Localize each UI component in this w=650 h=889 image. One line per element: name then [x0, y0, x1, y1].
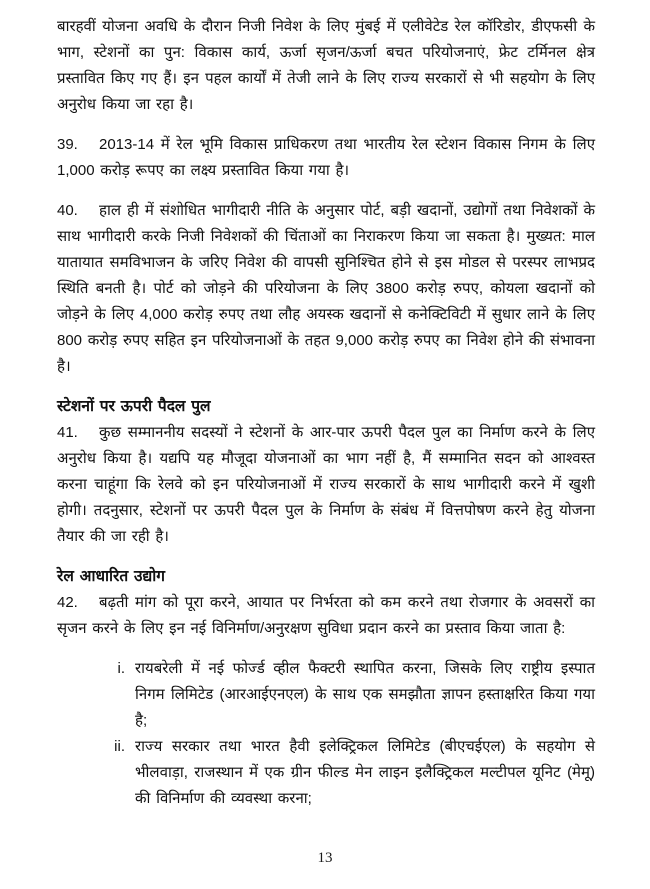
paragraph-text: बारहवीं योजना अवधि के दौरान निजी निवेश के लिए मुंबई में एलीवेटेड रेल कॉरिडोर, डीएफसी के भाग, स्टेशनों का पुन: विकास कार्य, ऊर्जा सृजन/ऊर्जा बचत परियोजनाएं, फ्रेट टर्मिनल क्षेत्र प्रस्तावित किए गए हैं। इन पहल कार्यों में तेजी लाने के लिए राज्य सरकारों से भी सहयोग के लिए अनुरोध किया जा रहा है।: [57, 18, 595, 113]
list-item-text: राज्य सरकार तथा भारत हैवी इलेक्ट्रिकल लिमिटेड (बीएचईएल) के सहयोग से भीलवाड़ा, राजस्थान में एक ग्रीन फील्ड मेन लाइन इलैक्ट्रिकल मल्टीपल यूनिट (मेमू) की विनिर्माण की व्यवस्था करना;: [135, 738, 595, 807]
paragraph-41: [57, 420, 595, 550]
roman-numbered-list: [57, 656, 595, 812]
paragraph-number: 42.: [57, 594, 78, 611]
list-marker: ii.: [114, 738, 125, 755]
paragraph-42: [57, 590, 595, 642]
paragraph-number: 41.: [57, 424, 78, 441]
section-heading-rail-based-industry: रेल आधारित उद्योग: [57, 568, 166, 585]
page-number: 13: [317, 850, 333, 866]
paragraph-number: 40.: [57, 202, 78, 219]
paragraph-number: 39.: [57, 136, 78, 153]
paragraph-text: बढ़ती मांग को पूरा करने, आयात पर निर्भरता को कम करने तथा रोजगार के अवसरों का सृजन करने के लिए इन नई विनिर्माण/अनुरक्षण सुविधा प्रदान करने का प्रस्ताव किया जाता है:: [57, 594, 595, 637]
paragraph-40: [57, 198, 595, 380]
list-item-i: [97, 656, 595, 734]
paragraph-text: कुछ सम्माननीय सदस्यों ने स्टेशनों के आर-पार ऊपरी पैदल पुल का निर्माण करने के लिए अनुरोध किया है। यद्यपि यह मौजूदा योजनाओं का भाग नहीं है, मैं सम्मानित सदन को आश्वस्त करना चाहूंगा कि रेलवे को इन परियोजनाओं में राज्य सरकारों के साथ भागीदारी करने में खुशी होगी। तदनुसार, स्टेशनों पर ऊपरी पैदल पुल के निर्माण के संबंध में वित्तपोषण करने हेतु योजना तैयार की जा रही है।: [57, 424, 595, 545]
paragraph-continuation: [57, 14, 595, 118]
paragraph-39: [57, 132, 595, 184]
section-heading-foot-over-bridges: स्टेशनों पर ऊपरी पैदल पुल: [57, 398, 211, 415]
paragraph-text: 2013-14 में रेल भूमि विकास प्राधिकरण तथा भारतीय रेल स्टेशन विकास निगम के लिए 1,000 करोड़ रूपए का लक्ष्य प्रस्तावित किया गया है।: [57, 136, 595, 179]
paragraph-text: हाल ही में संशोधित भागीदारी नीति के अनुसार पोर्ट, बड़ी खदानों, उद्योगों तथा निवेशकों के साथ भागीदारी करके निजी निवेशकों की चिंताओं का निराकरण किया जा सकता है। मुख्यत: माल यातायात समविभाजन के जरिए निवेश की वापसी सुनिश्चित होने से इस मोडल से परस्पर लाभप्रद स्थिति बनती है। पोर्ट को जोड़ने की परियोजना के लिए 3800 करोड़ रुपए, कोयला खदानों को जोड़ने के लिए 4,000 करोड़ रुपए तथा लौह अयस्क खदानों से कनेक्टिविटी में सुधार लाने के लिए 800 करोड़ रुपए सहित इन परियोजनाओं के तहत 9,000 करोड़ रुपए का निवेश होने की संभावना है।: [57, 202, 595, 375]
list-item-ii: [97, 734, 595, 812]
list-marker: i.: [117, 660, 125, 677]
list-item-text: रायबरेली में नई फोर्ज्ड व्हील फैक्टरी स्थापित करना, जिसके लिए राष्ट्रीय इस्पात निगम लिमिटेड (आरआईएनएल) के साथ एक समझौता ज्ञापन हस्ताक्षरित किया गया है;: [135, 660, 595, 729]
